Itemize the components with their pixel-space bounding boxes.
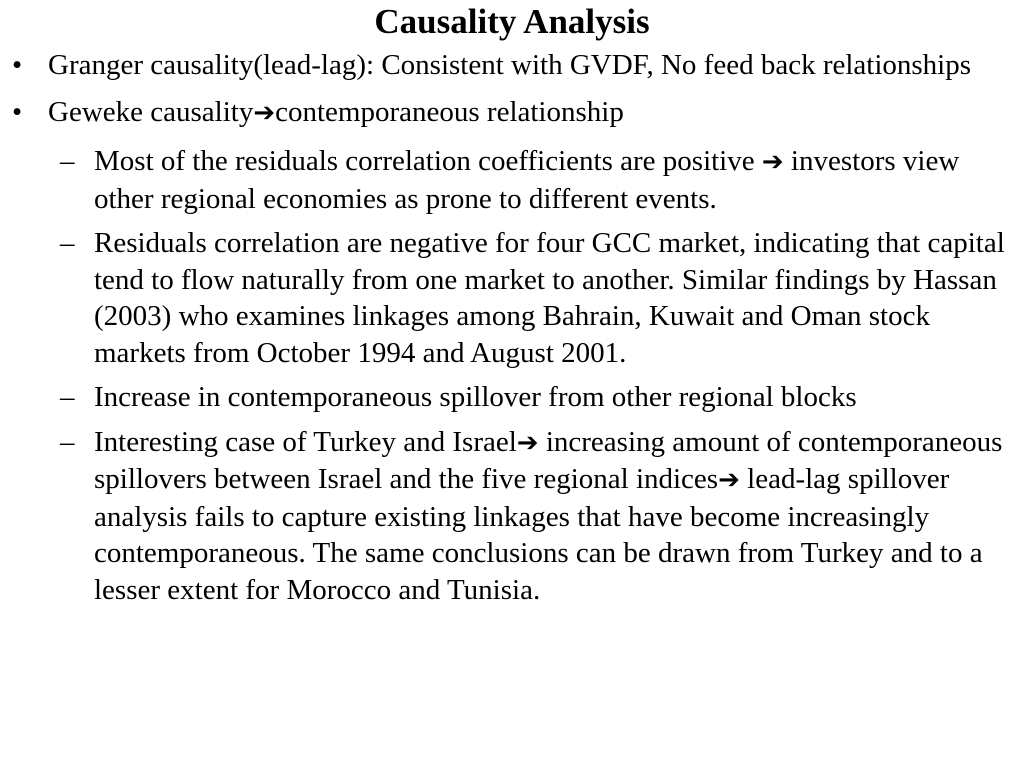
dash-marker: – <box>60 425 75 458</box>
subbullet-residuals-positive <box>0 143 1024 217</box>
bullet-text-part: Geweke causality <box>48 96 254 128</box>
subbullet-residuals-negative <box>0 225 1024 371</box>
arrow-right-icon: ➔ <box>253 98 276 128</box>
bullet-granger-causality <box>0 48 1024 83</box>
subbullet-contemporaneous-spillover <box>0 379 1024 416</box>
dash-marker: – <box>60 227 75 259</box>
bullet-marker: • <box>12 96 23 128</box>
dash-marker: – <box>60 145 75 177</box>
subbullet-text: Residuals correlation are negative for four GCC market, indicating that capital tend to flow naturally from one market to another. Similar findings by Hassan (2003) who examines linkages among Bahrain, Kuwait and Oman stock markets from October 1994 and August 2001. <box>94 227 1005 369</box>
slide-title: Causality Analysis <box>374 2 650 41</box>
subbullet-turkey-israel <box>0 424 1024 609</box>
dash-marker: – <box>60 381 75 413</box>
bullet-text: Granger causality(lead-lag): Consistent with GVDF, No feed back relationships <box>48 49 972 81</box>
subbullet-text-part: Interesting case of Turkey and Israel <box>94 425 517 458</box>
bullet-geweke-causality <box>0 95 1024 131</box>
arrow-right-icon: ➔ <box>761 147 784 177</box>
arrow-right-icon: ➔ <box>718 465 740 495</box>
slide-body <box>0 48 1024 616</box>
bullet-marker: • <box>12 49 23 81</box>
subbullet-text: Increase in contemporaneous spillover from other regional blocks <box>94 381 857 413</box>
bullet-text-part: contemporaneous relationship <box>275 96 624 128</box>
subbullet-text-part: investors view other regional economies as prone to different events. <box>94 145 960 215</box>
subbullet-text-part: increasing amount of contemporaneous spillovers between Israel and the five regional indices <box>94 425 1003 495</box>
arrow-right-icon: ➔ <box>516 427 539 458</box>
subbullet-text-part: lead-lag spillover analysis fails to capture existing linkages that have become increasingly contemporaneous. The same conclusions can be drawn from Turkey and to a lesser extent for Morocco and Tunisia. <box>94 463 983 606</box>
subbullet-text-part: Most of the residuals correlation coefficients are positive <box>94 145 762 177</box>
